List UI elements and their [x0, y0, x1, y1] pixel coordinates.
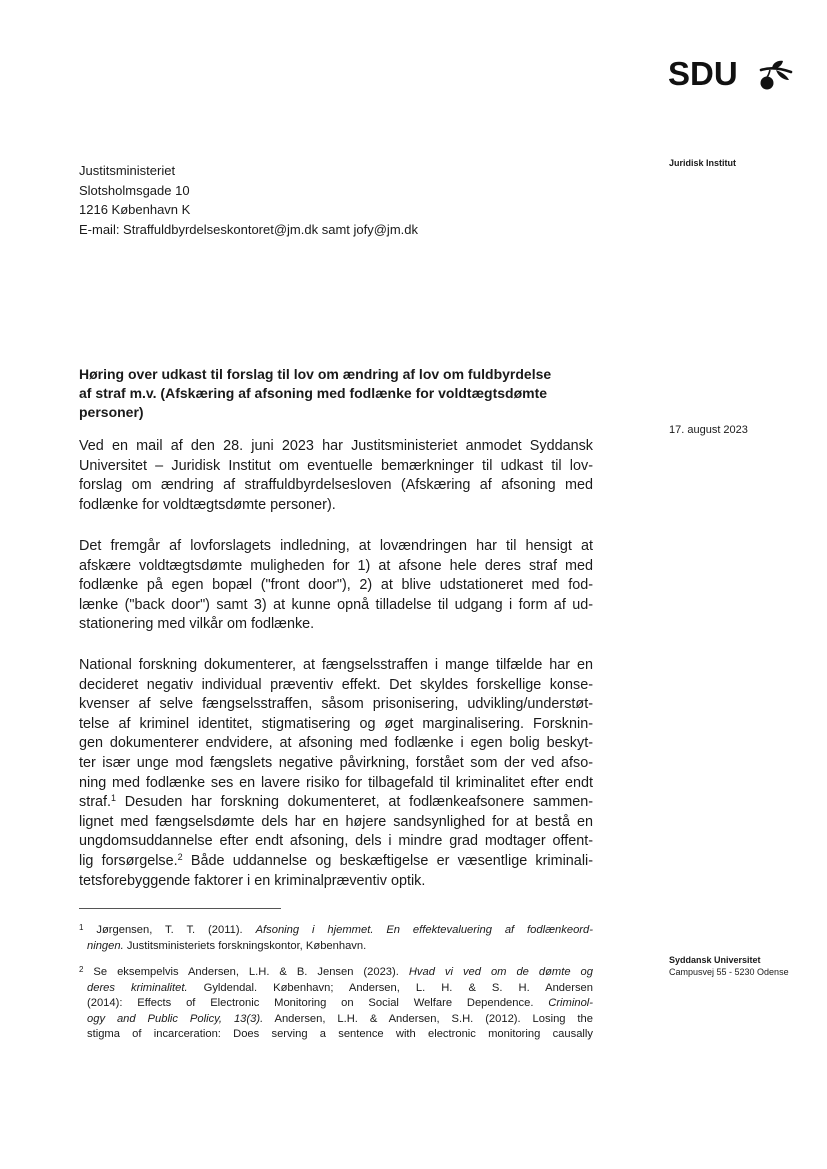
footnote-line: [79, 1012, 593, 1028]
body-paragraph-1: [79, 437, 593, 515]
text-segment: Gyldendal. København; Andersen, L. H. & S. H. Andersen: [187, 981, 594, 994]
text-line: [79, 852, 593, 872]
text-line: telse af kriminel identitet, stigmatisering og øget marginalisering. Forsknin-: [79, 715, 593, 732]
university-name: Syddansk Universitet: [669, 955, 761, 965]
text-segment: lig forsørgelse.: [79, 852, 178, 869]
text-line: lænke ("back door") samt 3) at kunne opnå tilladelse til udgang i form af ud-: [79, 596, 593, 613]
text-line: National forskning dokumenterer, at fængselsstraffen i mange tilfælde har en: [79, 657, 593, 673]
address-email-line: E-mail: Straffuldbyrdelseskontoret@jm.dk samt jofy@jm.dk: [79, 221, 418, 237]
text-line: fodlænke på egen bopæl ("front door"), 2) at blive udstationeret med fod-: [79, 577, 593, 594]
address-line: Justitsministeriet: [79, 163, 176, 178]
address-line: Slotsholmsgade 10: [79, 182, 190, 198]
body-paragraph-3: [79, 656, 593, 891]
text-line: Universitet – Juridisk Institut om eventuelle bemærkninger til udkast til lov-: [79, 457, 593, 474]
text-segment: straf.: [79, 794, 111, 811]
title-line: Høring over udkast til forslag til lov om ændring af lov om fuldbyrdelse: [79, 366, 552, 382]
text-line: forslag om ændring af straffuldbyrdelsesloven (Afskæring af afsoning med: [79, 477, 593, 494]
text-line: [79, 793, 593, 813]
text-segment: Jørgensen, T. T. (2011).: [83, 924, 256, 936]
letter-date: 17. august 2023: [669, 424, 748, 436]
footnote-ref-2[interactable]: 2: [177, 851, 183, 862]
recipient-address: [79, 161, 418, 239]
title-line: personer): [79, 404, 144, 420]
footnote-mark: 1: [79, 923, 84, 932]
apple-branch-icon: [758, 56, 794, 92]
text-segment: ogy and Public Policy, 13(3).: [87, 1012, 264, 1025]
text-line: stationering med vilkår om fodlænke.: [79, 616, 315, 633]
text-line: tetsforebyggende faktorer i en kriminalpræventiv optik.: [79, 872, 426, 889]
footnote-line: [79, 920, 593, 939]
footnote-mark: 2: [79, 965, 84, 974]
footnote-line: stigma of incarceration: Does serving a sentence with electronic monitoring causally: [87, 1028, 593, 1040]
text-segment: Se eksempelvis Andersen, L.H. & B. Jensen (2023).: [83, 966, 409, 978]
body-paragraph-2: [79, 537, 593, 635]
footnote-1: [79, 920, 593, 954]
text-line: lignet med fængselsdømte dels har en højere sandsynlighed for at bestå en: [79, 813, 593, 830]
text-segment: Afsoning i hjemmet. En effektevaluering af fodlænkeord-: [255, 924, 593, 936]
text-segment: Både uddannelse og beskæftigelse er væsentlige kriminali-: [182, 852, 593, 869]
text-segment: Criminol-: [548, 997, 593, 1009]
department-label: Juridisk Institut: [669, 158, 737, 168]
text-line: ungdomsuddannelse efter endt afsoning, dels i mindre grad modtager offent-: [79, 833, 593, 850]
address-line: 1216 København K: [79, 202, 191, 217]
footnote-divider: [79, 908, 281, 909]
footnote-line: [79, 962, 593, 981]
text-line: decideret negativ individual præventiv effekt. Det skyldes forskellige konse-: [79, 676, 593, 693]
sdu-logo: [668, 54, 796, 94]
university-footer: [669, 954, 789, 978]
text-line: ter især unge mod fængslets negative påvirkning, forstået som der ved afso-: [79, 754, 593, 771]
text-segment: ningen.: [87, 939, 124, 952]
text-line: Ved en mail af den 28. juni 2023 har Justitsministeriet anmodet Syddansk: [79, 438, 593, 454]
text-segment: Andersen, L.H. & Andersen, S.H. (2012). Losing the: [263, 1012, 593, 1025]
text-segment: (2014): Effects of Electronic Monitoring on Social Welfare Dependence.: [87, 997, 549, 1009]
text-segment: Desuden har forskning dokumenteret, at fodlænkeafsonere sammen-: [116, 794, 593, 811]
title-line: af straf m.v. (Afskæring af afsoning med fodlænke for voldtægtsdømte: [79, 385, 548, 401]
document-title: [79, 365, 593, 422]
university-address: Campusvej 55 - 5230 Odense: [669, 967, 789, 977]
footnote-line: [79, 996, 593, 1012]
logo-text: SDU: [668, 55, 738, 92]
text-line: fodlænke for voldtægtsdømte personer).: [79, 496, 336, 513]
text-line: kvenser af selve fængselsstraffen, såsom prisonisering, udvikling/understøt-: [79, 696, 593, 713]
text-line: afskære voldtægtsdømte muligheden for 1) at afsone hele deres straf med: [79, 557, 593, 574]
footnote-2: [79, 962, 593, 1043]
footnote-ref-1[interactable]: 1: [111, 793, 117, 804]
text-line: ning med fodlænke ses en lavere risiko for tilbagefald til kriminalitet efter endt: [79, 774, 593, 791]
text-line: Det fremgår af lovforslagets indledning, at lovændringen har til hensigt at: [79, 538, 593, 554]
text-segment: Justitsministeriets forskningskontor, København.: [123, 939, 367, 952]
text-line: gen dokumenterer endvidere, at afsoning med fodlænke i egen bolig beskyt-: [79, 735, 593, 752]
text-segment: Hvad vi ved om de dømte og: [408, 966, 593, 978]
text-segment: deres kriminalitet.: [87, 981, 188, 994]
footnote-line: [79, 981, 593, 997]
footnote-line: [79, 939, 593, 955]
